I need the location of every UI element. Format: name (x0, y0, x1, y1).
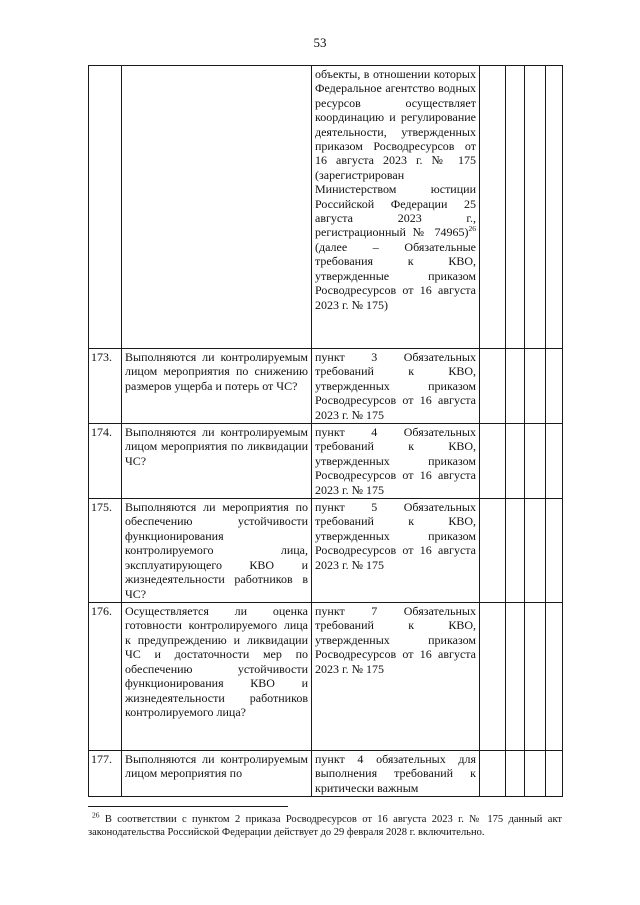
table-row-continuation (89, 66, 563, 349)
answer-na-cell (525, 603, 546, 751)
answer-na-cell (525, 66, 546, 349)
note-cell (546, 499, 563, 603)
row-question: Выполняются ли контролируемым лицом мероприятия по снижению размеров ущерба и потерь от ЧС? (122, 349, 312, 424)
row-question (122, 66, 312, 349)
note-cell (546, 424, 563, 499)
footnote-mark: 26 (468, 224, 476, 234)
reference-text: объекты, в отношении которых Федеральное агентство водных ресурсов осуществляет координацию и регулирование деятельности, утвержденных приказом Росводресурсов от 16 августа 2023 г. № 175 (зарегистрирован Министерством юстиции Российской Федерации 25 августа 2023 г., регистрационный № 74965) (315, 67, 476, 240)
footnote-separator (88, 806, 288, 807)
row-question: Выполняются ли контролируемым лицом мероприятия по ликвидации ЧС? (122, 424, 312, 499)
answer-na-cell (525, 499, 546, 603)
answer-yes-cell (480, 603, 506, 751)
note-cell (546, 66, 563, 349)
answer-na-cell (525, 424, 546, 499)
answer-yes-cell (480, 349, 506, 424)
row-number: 173. (89, 349, 122, 424)
page-number: 53 (313, 35, 327, 50)
row-reference: пункт 4 Обязательных требований к КВО, утвержденных приказом Росводресурсов от 16 августа 2023 г. № 175 (312, 424, 480, 499)
row-number: 174. (89, 424, 122, 499)
note-cell (546, 603, 563, 751)
row-number: 175. (89, 499, 122, 603)
footnote-text: В соответствии с пунктом 2 приказа Росводресурсов от 16 августа 2023 г. № 175 данный акт законодательства Российской Федерации действует до 29 февраля 2028 г. включительно. (88, 814, 562, 838)
footnote-number: 26 (92, 810, 100, 820)
answer-no-cell (506, 499, 525, 603)
answer-no-cell (506, 603, 525, 751)
row-number (89, 66, 122, 349)
table-row (89, 499, 563, 603)
note-cell (546, 751, 563, 797)
answer-no-cell (506, 66, 525, 349)
answer-no-cell (506, 751, 525, 797)
answer-yes-cell (480, 424, 506, 499)
answer-no-cell (506, 349, 525, 424)
row-question: Осуществляется ли оценка готовности контролируемого лица к предупреждению и ликвидации ЧС и достаточности мер по обеспечению устойчивости функционирования КВО и жизнедеятельности работников контролируемого лица? (122, 603, 312, 751)
table-row (89, 603, 563, 751)
checklist-table (88, 65, 563, 797)
row-reference: пункт 3 Обязательных требований к КВО, утвержденных приказом Росводресурсов от 16 августа 2023 г. № 175 (312, 349, 480, 424)
answer-na-cell (525, 349, 546, 424)
row-question: Выполняются ли контролируемым лицом мероприятия по (122, 751, 312, 797)
table-row (89, 751, 563, 797)
row-reference: пункт 5 Обязательных требований к КВО, утвержденных приказом Росводресурсов от 16 августа 2023 г. № 175 (312, 499, 480, 603)
answer-na-cell (525, 751, 546, 797)
note-cell (546, 349, 563, 424)
row-reference (312, 66, 480, 349)
answer-yes-cell (480, 751, 506, 797)
row-number: 177. (89, 751, 122, 797)
row-number: 176. (89, 603, 122, 751)
answer-no-cell (506, 424, 525, 499)
table-row (89, 424, 563, 499)
row-reference: пункт 4 обязательных для выполнения требований к критически важным (312, 751, 480, 797)
footnote (88, 810, 562, 839)
answer-yes-cell (480, 66, 506, 349)
reference-text-continued: (далее – Обязательные требования к КВО, утвержденные приказом Росводресурсов от 16 августа 2023 г. № 175) (315, 239, 476, 312)
row-question: Выполняются ли мероприятия по обеспечению устойчивости функционирования контролируемого лица, эксплуатирующего КВО и жизнедеятельности работников в ЧС? (122, 499, 312, 603)
row-reference: пункт 7 Обязательных требований к КВО, утвержденных приказом Росводресурсов от 16 августа 2023 г. № 175 (312, 603, 480, 751)
answer-yes-cell (480, 499, 506, 603)
table-row (89, 349, 563, 424)
